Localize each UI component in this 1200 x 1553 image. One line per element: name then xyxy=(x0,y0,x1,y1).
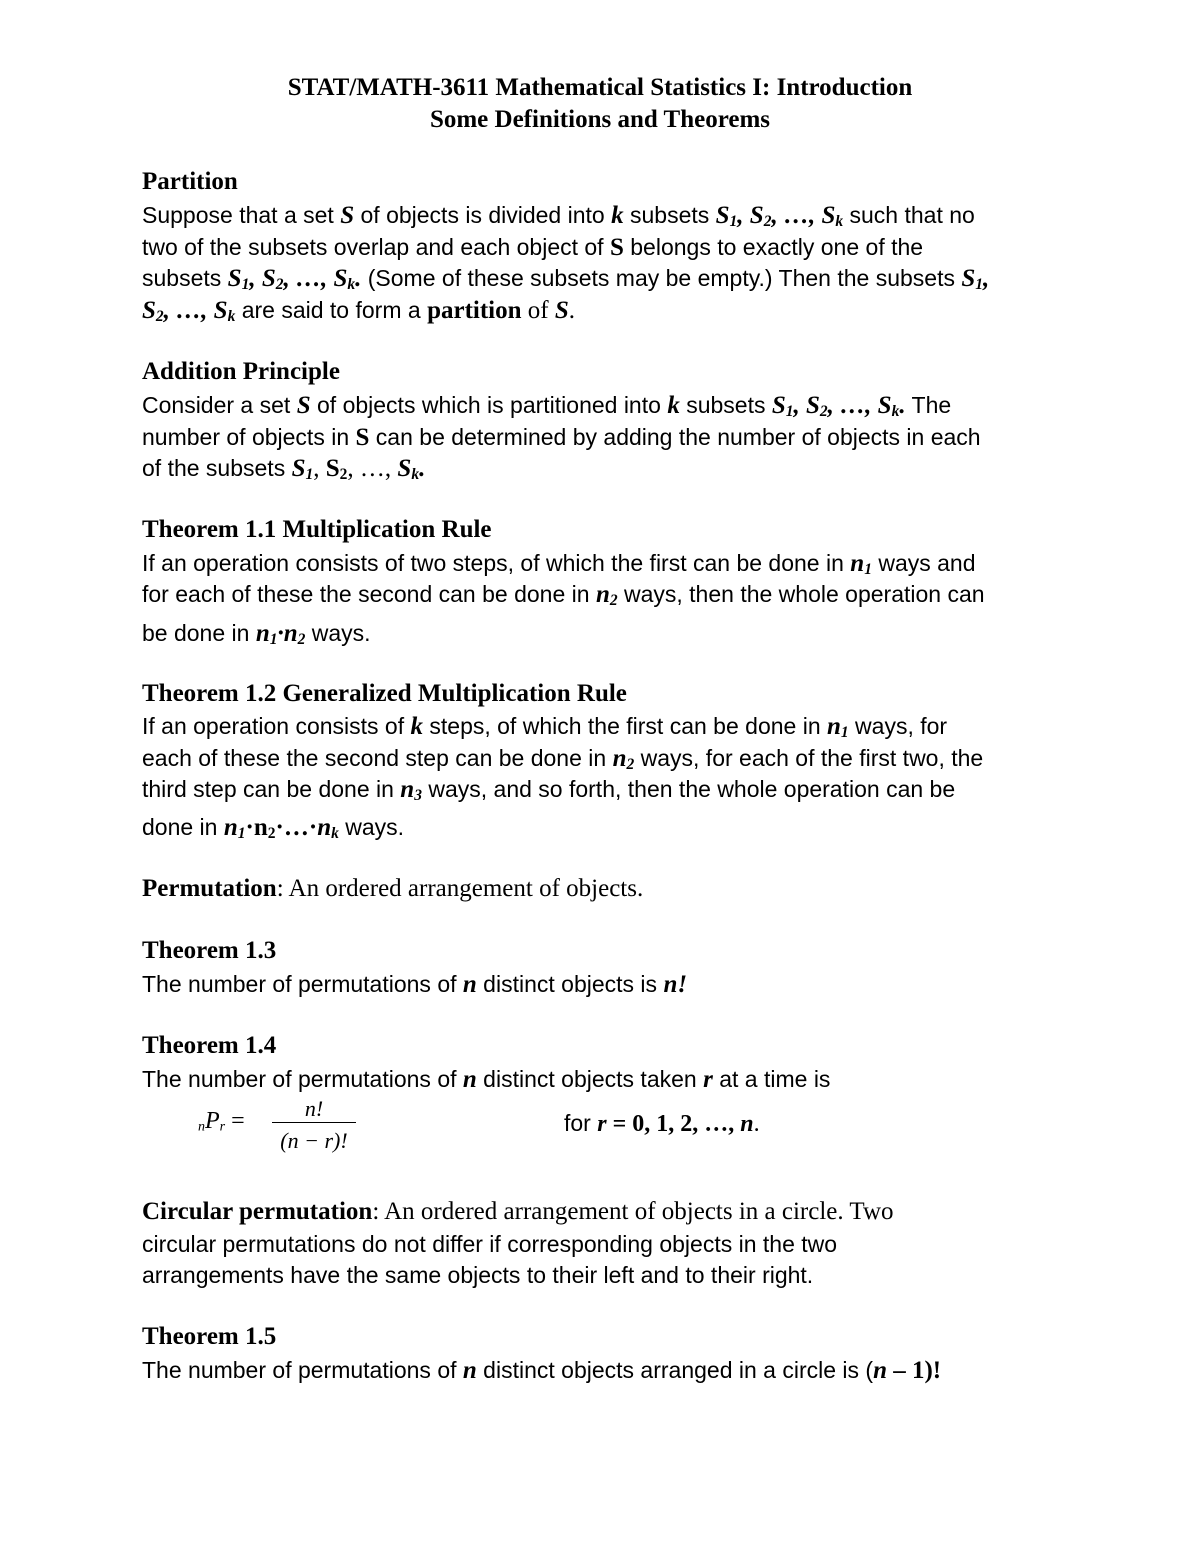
heading-theorem-1-3: Theorem 1.3 xyxy=(142,937,277,964)
permutation-formula-lhs: $_nP_r$ = xyxy=(198,1108,245,1135)
circular-permutation-line-2: circular permutations do not differ if corresponding objects in the two xyxy=(142,1231,838,1257)
theorem-1-2-line-2: each of these the second step can be done in $n_2$ ways, for each of the first two, the xyxy=(142,745,984,773)
heading-theorem-1-5: Theorem 1.5 xyxy=(142,1323,277,1350)
formula-condition: for r = 0, 1, 2, …, n. xyxy=(564,1110,760,1137)
partition-line-2: two of the subsets overlap and each object of S belongs to exactly one of the xyxy=(142,234,924,261)
heading-addition-principle: Addition Principle xyxy=(142,358,340,385)
circular-permutation-line-3: arrangements have the same objects to their left and to their right. xyxy=(142,1262,814,1288)
theorem-1-2-line-4: done in $n_1\cdot n_2\cdot\dots\cdot n_k$ ways. xyxy=(142,814,405,842)
formula-denominator: (n − r)! xyxy=(280,1128,348,1153)
circular-permutation-line-1: Circular permutation: An ordered arrangement of objects in a circle. Two xyxy=(142,1198,894,1225)
addition-line-1: Consider a set S of objects which is partitioned into k subsets $S_1$, $S_2$, …, $S_k$. The xyxy=(142,392,952,420)
theorem-1-3-line-1: The number of permutations of n distinct objects is n! xyxy=(142,971,688,998)
partition-line-4: $S_2$, …, $S_k$ are said to form a partition of S. xyxy=(142,297,575,325)
page-title: STAT/MATH-3611 Mathematical Statistics I: Introduction xyxy=(287,74,913,101)
theorem-1-1-line-1: If an operation consists of two steps, of which the first can be done in $n_1$ ways and xyxy=(142,550,976,578)
term-circular-permutation: Circular permutation xyxy=(142,1198,373,1225)
theorem-1-2-line-3: third step can be done in $n_3$ ways, and so forth, then the whole operation can be xyxy=(142,776,956,804)
heading-partition: Partition xyxy=(142,168,238,195)
theorem-1-5-line-1: The number of permutations of n distinct objects arranged in a circle is (n – 1)! xyxy=(142,1357,942,1384)
addition-line-2: number of objects in S can be determined by adding the number of objects in each xyxy=(142,424,981,451)
permutation-definition: Permutation: An ordered arrangement of objects. xyxy=(142,875,644,902)
page-subtitle: Some Definitions and Theorems xyxy=(429,106,771,133)
partition-line-1: Suppose that a set S of objects is divided into k subsets $S_1$, $S_2$, …, $S_k$ such that no xyxy=(142,202,975,230)
partition-line-3: subsets $S_1$, $S_2$, …, $S_k$. (Some of these subsets may be empty.) Then the subsets $S_1$, xyxy=(142,265,990,293)
theorem-1-2-line-1: If an operation consists of k steps, of which the first can be done in $n_1$ ways, for xyxy=(142,713,948,741)
theorem-1-1-line-3: be done in $n_1\cdot n_2$ ways. xyxy=(142,620,371,648)
formula-numerator: n! xyxy=(304,1096,324,1121)
heading-theorem-1-2: Theorem 1.2 Generalized Multiplication Rule xyxy=(142,680,627,707)
fraction-bar xyxy=(272,1122,356,1123)
heading-theorem-1-1: Theorem 1.1 Multiplication Rule xyxy=(142,516,492,543)
theorem-1-1-line-2: for each of these the second can be done in $n_2$ ways, then the whole operation can xyxy=(142,581,985,609)
heading-theorem-1-4: Theorem 1.4 xyxy=(142,1032,277,1059)
addition-line-3: of the subsets $S_1$, $S_2$, …, $S_k$. xyxy=(142,455,426,483)
theorem-1-4-line-1: The number of permutations of n distinct objects taken r at a time is xyxy=(142,1066,831,1093)
term-permutation: Permutation xyxy=(142,875,277,902)
